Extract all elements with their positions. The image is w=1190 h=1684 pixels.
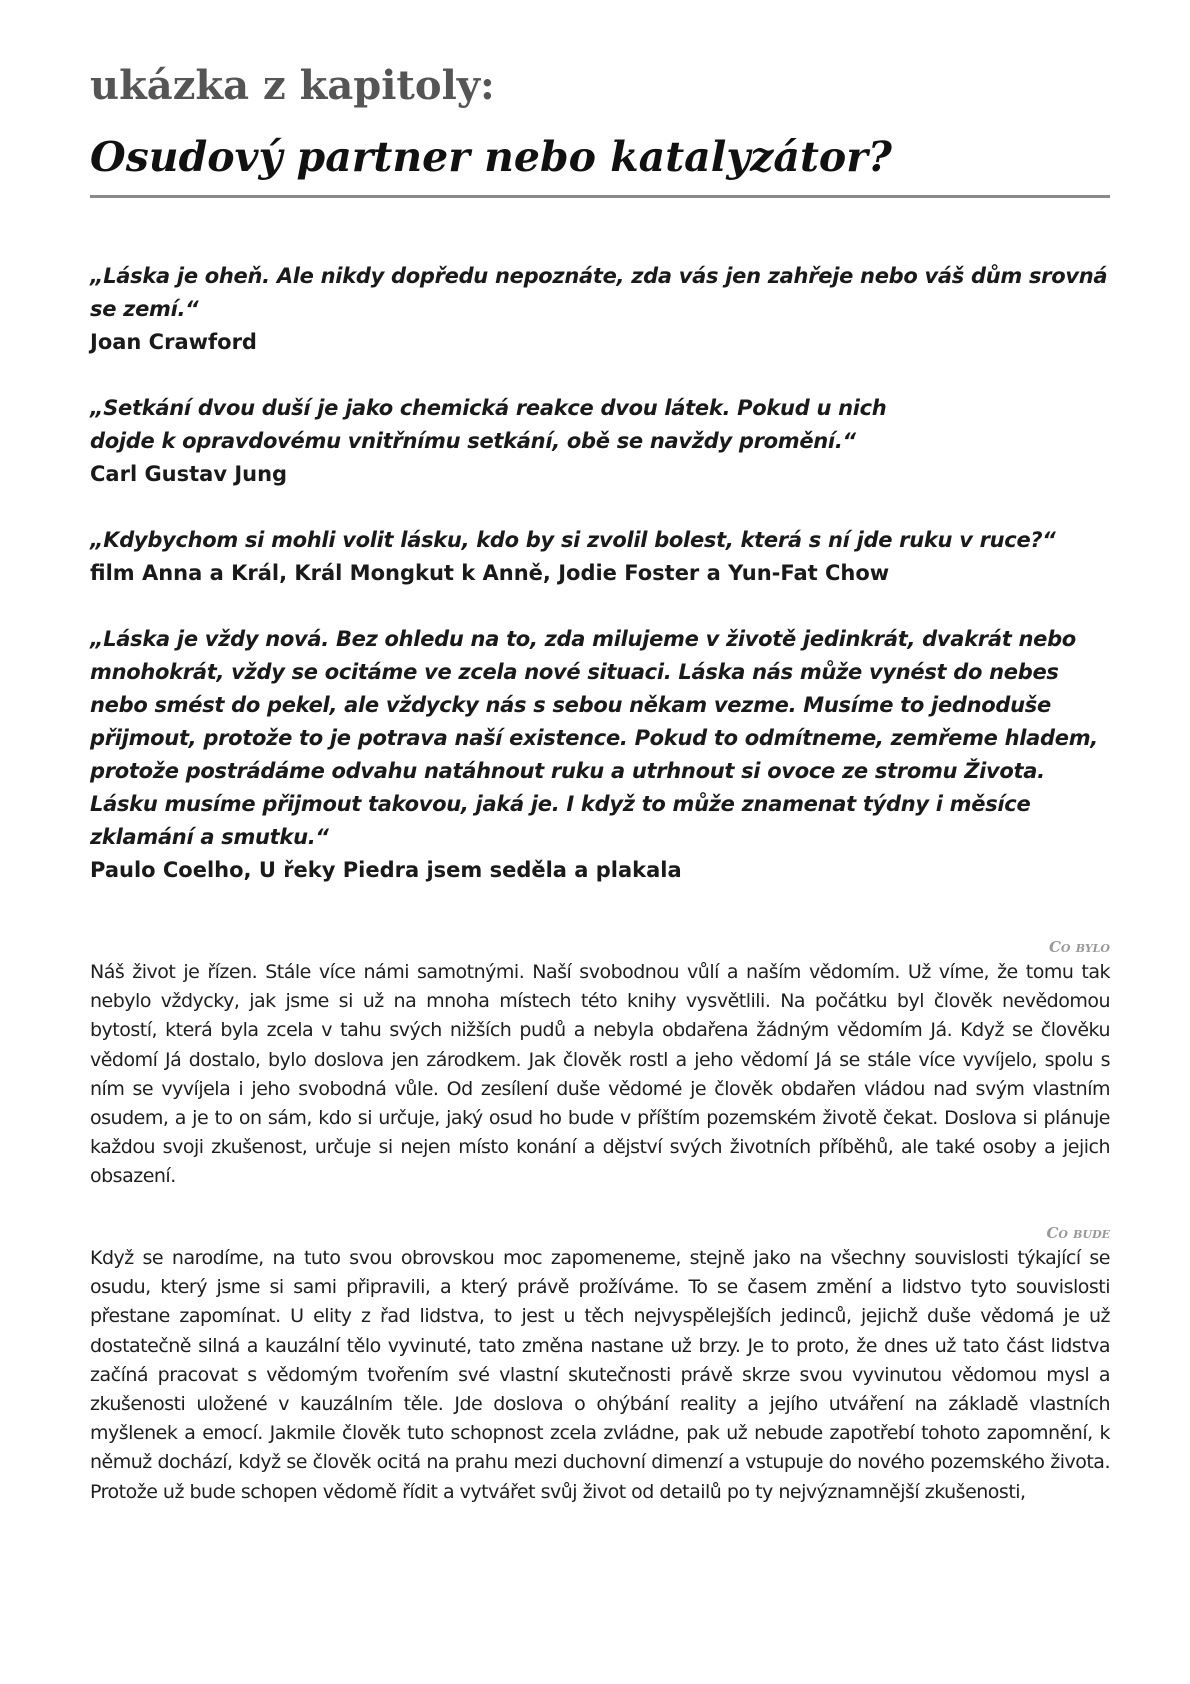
- chapter-title: Osudový partner nebo katalyzátor?: [90, 133, 892, 181]
- section-paragraph: Když se narodíme, na tuto svou obrovskou moc zapomeneme, stejně jako na všechny souvislosti týkající se osudu, který jsme si sami připravili, a který právě prožíváme. To se časem změní a lidstvo tyto souvislosti přestane zapomínat. U elity z řad lidstva, to jest u těch nejvyspělejších jedinců, jejichž duše vědomá je už dostatečně silná a kauzální tělo vyvinuté, tato změna nastane už brzy. Je to proto, že dnes už tato část lidstva začíná pracovat s vědomým tvořením své vlastní skutečnosti právě skrze svou vyvinutou vědomou mysl a zkušenosti uložené v kauzálním těle. Jde doslova o ohýbání reality a jejího utváření na základě vlastních myšlenek a emocí. Jakmile člověk tuto schopnost zcela zvládne, pak už nebude zapotřebí tohoto zapomnění, k němuž dochází, když se člověk ocitá na prahu mezi duchovní dimenzí a vstupuje do nového pozemského života. Protože už bude schopen vědomě řídit a vytvářet svůj život od detailů po ty nejvýznamnější zkušenosti,: [90, 1247, 1110, 1503]
- quote-block: [90, 623, 1110, 887]
- quote-text: „Kdybychom si mohli volit lásku, kdo by si zvolil bolest, která s ní jde ruku v ruce?“: [90, 528, 1056, 552]
- quote-author: Paulo Coelho, U řeky Piedra jsem seděla a plakala: [90, 858, 682, 882]
- quote-text: „Láska je oheň. Ale nikdy dopředu nepoznáte, zda vás jen zahřeje nebo váš dům srovná se zemí.“: [90, 264, 1108, 321]
- epigraph-quotes: [90, 260, 1110, 920]
- quote-text: „Láska je vždy nová. Bez ohledu na to, zda milujeme v životě jedinkrát, dvakrát nebo mnohokrát, vždy se ocitáme ve zcela nové situaci. Láska nás může vynést do nebes nebo smést do pekel, ale vždycky nás s sebou někam vezme. Musíme to jednoduše přijmout, protože to je potrava naší existence. Pokud to odmítneme, zemřeme hladem, protože postrádáme odvahu natáhnout ruku a utrhnout si ovoce ze stromu Života. Lásku musíme přijmout takovou, jaká je. I když to může znamenat týdny i měsíce zklamání a smutku.“: [90, 627, 1098, 849]
- section-paragraph: Náš život je řízen. Stále více námi samotnými. Naší svobodnou vůlí a naším vědomím. Už víme, že tomu tak nebylo vždycky, jak jsme si už na mnoha místech této knihy vysvětlili. Na počátku byl člověk nevědomou bytostí, která byla zcela v tahu svých nižších pudů a nebyla obdařena žádným vědomím Já. Když se člověku vědomí Já dostalo, bylo doslova jen zárodkem. Jak člověk rostl a jeho vědomí Já se stále více vyvíjelo, spolu s ním se vyvíjela i jeho svobodná vůle. Od zesílení duše vědomé je člověk obdařen vládou nad svým vlastním osudem, a je to on sám, kdo si určuje, jaký osud ho bude v příštím pozemském životě čekat. Doslova si plánuje každou svoji zkušenost, určuje si nejen místo konání a dějství svých životních příběhů, ale také osoby a jejich obsazení.: [90, 961, 1110, 1188]
- chapter-label: ukázka z kapitoly:: [90, 62, 495, 109]
- quote-author: film Anna a Král, Král Mongkut k Anně, Jodie Foster a Yun-Fat Chow: [90, 561, 890, 585]
- quote-block: [90, 524, 1110, 590]
- title-divider: [90, 195, 1110, 198]
- quote-author: Joan Crawford: [90, 330, 257, 354]
- section-co-bylo: [90, 936, 1110, 1192]
- section-label: Co bylo: [1048, 938, 1110, 956]
- quote-author: Carl Gustav Jung: [90, 462, 288, 486]
- quote-text: „Setkání dvou duší je jako chemická reakce dvou látek. Pokud u nich dojde k opravdovému vnitřnímu setkání, obě se navždy promění.“: [90, 396, 887, 453]
- quote-block: [90, 260, 1110, 359]
- section-co-bude: [90, 1222, 1110, 1507]
- section-label: Co bude: [1046, 1224, 1110, 1242]
- quote-block: [90, 392, 1110, 491]
